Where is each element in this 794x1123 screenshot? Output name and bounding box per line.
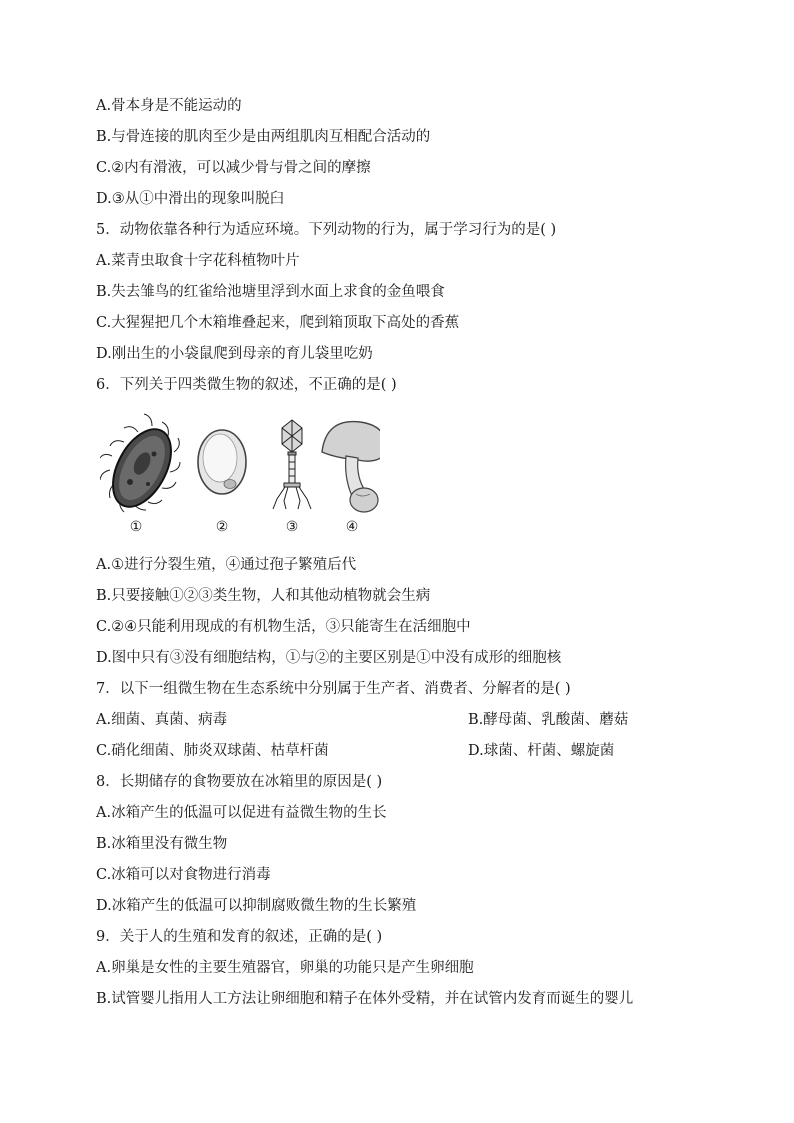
q7-stem: 7．以下一组微生物在生态系统中分别属于生产者、消费者、分解者的是( ) xyxy=(96,681,571,697)
q4-option-d: D.③从①中滑出的现象叫脱臼 xyxy=(96,191,285,207)
q4-option-a: A.骨本身是不能运动的 xyxy=(96,98,242,114)
q8-option-b: B.冰箱里没有微生物 xyxy=(96,836,228,852)
microorganism-figure xyxy=(100,412,380,538)
q9-stem: 9．关于人的生殖和发育的叙述，正确的是( ) xyxy=(96,929,383,945)
q4-option-c: C.②内有滑液，可以减少骨与骨之间的摩擦 xyxy=(96,160,371,176)
q6-stem: 6．下列关于四类微生物的叙述，不正确的是( ) xyxy=(96,377,397,393)
q5-stem: 5．动物依靠各种行为适应环境。下列动物的行为，属于学习行为的是( ) xyxy=(96,222,557,238)
q7-option-a: A.细菌、真菌、病毒 xyxy=(96,712,228,728)
q6-option-c: C.②④只能利用现成的有机物生活，③只能寄生在活细胞中 xyxy=(96,619,471,635)
figure-label-4: ④ xyxy=(345,519,359,535)
bacterium-drawing xyxy=(100,414,183,516)
q5-option-b: B.失去雏鸟的红雀给池塘里浮到水面上求食的金鱼喂食 xyxy=(96,284,445,300)
q4-option-b: B.与骨连接的肌肉至少是由两组肌肉互相配合活动的 xyxy=(96,129,431,145)
q9-option-b: B.试管婴儿指用人工方法让卵细胞和精子在体外受精，并在试管内发育而诞生的婴儿 xyxy=(96,991,634,1007)
q5-option-a: A.菜青虫取食十字花科植物叶片 xyxy=(96,253,300,269)
microorganism-drawings xyxy=(100,412,380,516)
q7-row-2 xyxy=(96,739,615,763)
q7-option-d: D.球菌、杆菌、螺旋菌 xyxy=(468,743,615,759)
q5-option-d: D.刚出生的小袋鼠爬到母亲的育儿袋里吃奶 xyxy=(96,346,373,362)
q8-option-a: A.冰箱产生的低温可以促进有益微生物的生长 xyxy=(96,805,387,821)
figure-label-1: ① xyxy=(129,519,143,535)
q7-option-c: C.硝化细菌、肺炎双球菌、枯草杆菌 xyxy=(96,743,329,759)
q8-option-c: C.冰箱可以对食物进行消毒 xyxy=(96,867,271,883)
q7-row-1 xyxy=(96,708,629,732)
figure-label-2: ② xyxy=(215,519,229,535)
q8-option-d: D.冰箱产生的低温可以抑制腐败微生物的生长繁殖 xyxy=(96,898,417,914)
virus-drawing xyxy=(273,420,311,509)
q7-option-b: B.酵母菌、乳酸菌、蘑菇 xyxy=(468,712,629,728)
q6-option-d: D.图中只有③没有细胞结构，①与②的主要区别是①中没有成形的细胞核 xyxy=(96,650,562,666)
q8-stem: 8．长期储存的食物要放在冰箱里的原因是( ) xyxy=(96,774,383,790)
figure-label-3: ③ xyxy=(285,519,299,535)
q6-option-b: B.只要接触①②③类生物，人和其他动植物就会生病 xyxy=(96,588,431,604)
yeast-drawing xyxy=(198,430,246,494)
mushroom-drawing xyxy=(322,422,380,512)
q9-option-a: A.卵巢是女性的主要生殖器官，卵巢的功能只是产生卵细胞 xyxy=(96,960,474,976)
q6-option-a: A.①进行分裂生殖，④通过孢子繁殖后代 xyxy=(96,557,357,573)
q5-option-c: C.大猩猩把几个木箱堆叠起来，爬到箱顶取下高处的香蕉 xyxy=(96,315,460,331)
